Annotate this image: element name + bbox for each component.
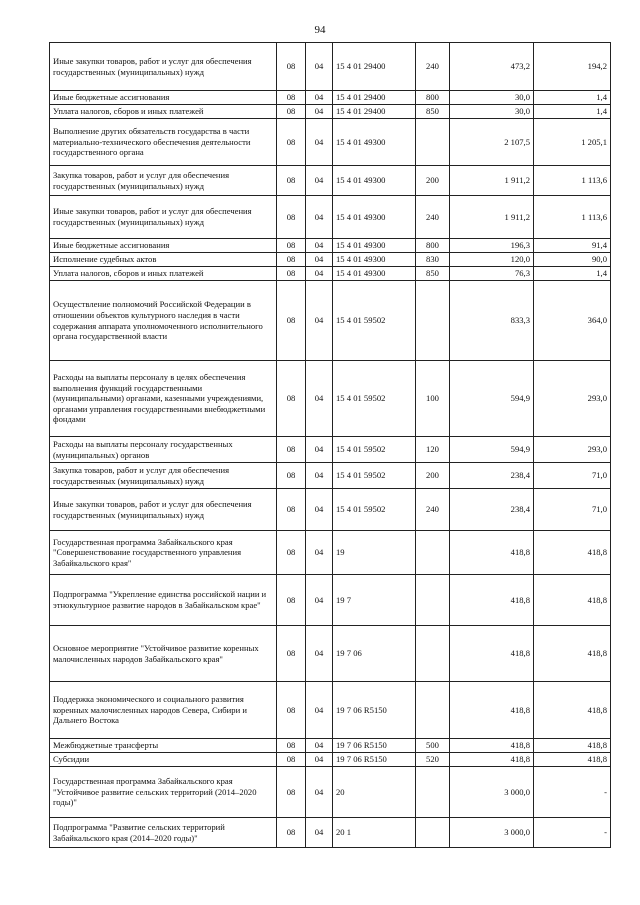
expense-name-cell: Уплата налогов, сборов и иных платежей [50, 267, 277, 281]
expense-type-cell [416, 626, 450, 682]
section-code-cell: 08 [277, 767, 306, 818]
amount-plan-cell: 418,8 [450, 575, 534, 626]
section-code-cell: 08 [277, 253, 306, 267]
expense-type-cell: 240 [416, 196, 450, 239]
section-code-cell: 08 [277, 281, 306, 361]
expense-type-cell: 100 [416, 361, 450, 437]
amount-plan-cell: 238,4 [450, 489, 534, 531]
amount-actual-cell: 418,8 [534, 739, 611, 753]
expense-type-cell: 120 [416, 437, 450, 463]
expense-name-cell: Исполнение судебных актов [50, 253, 277, 267]
subsection-code-cell: 04 [306, 437, 333, 463]
expense-name-cell: Закупка товаров, работ и услуг для обеспечения государственных (муниципальных) нужд [50, 166, 277, 196]
amount-actual-cell: 71,0 [534, 463, 611, 489]
table-row [50, 361, 611, 437]
amount-actual-cell: 293,0 [534, 361, 611, 437]
subsection-code-cell: 04 [306, 739, 333, 753]
expense-type-cell: 850 [416, 267, 450, 281]
target-article-cell: 15 4 01 49300 [333, 166, 416, 196]
table-row [50, 43, 611, 91]
table-row [50, 531, 611, 575]
section-code-cell: 08 [277, 196, 306, 239]
amount-actual-cell: 364,0 [534, 281, 611, 361]
subsection-code-cell: 04 [306, 767, 333, 818]
target-article-cell: 15 4 01 59502 [333, 281, 416, 361]
target-article-cell: 19 7 06 R5150 [333, 753, 416, 767]
expense-name-cell: Основное мероприятие "Устойчивое развитие коренных малочисленных народов Забайкальского края" [50, 626, 277, 682]
amount-plan-cell: 594,9 [450, 361, 534, 437]
table-row [50, 91, 611, 105]
subsection-code-cell: 04 [306, 196, 333, 239]
table-row [50, 818, 611, 848]
target-article-cell: 19 7 06 [333, 626, 416, 682]
section-code-cell: 08 [277, 119, 306, 166]
subsection-code-cell: 04 [306, 166, 333, 196]
expense-name-cell: Подпрограмма "Развитие сельских территорий Забайкальского края (2014–2020 годы)" [50, 818, 277, 848]
table-row [50, 281, 611, 361]
table-row [50, 682, 611, 739]
expense-type-cell: 200 [416, 166, 450, 196]
amount-plan-cell: 418,8 [450, 531, 534, 575]
table-row [50, 119, 611, 166]
subsection-code-cell: 04 [306, 753, 333, 767]
expense-type-cell: 240 [416, 489, 450, 531]
target-article-cell: 15 4 01 29400 [333, 105, 416, 119]
amount-plan-cell: 1 911,2 [450, 196, 534, 239]
amount-actual-cell: 418,8 [534, 626, 611, 682]
target-article-cell: 15 4 01 59502 [333, 361, 416, 437]
amount-plan-cell: 418,8 [450, 753, 534, 767]
expense-name-cell: Осуществление полномочий Российской Федерации в отношении объектов культурного наследия в части содержания аппарата уполномоченного исполнительного органа государственной власти [50, 281, 277, 361]
expense-type-cell [416, 575, 450, 626]
target-article-cell: 15 4 01 59502 [333, 463, 416, 489]
target-article-cell: 19 7 06 R5150 [333, 739, 416, 753]
target-article-cell: 15 4 01 29400 [333, 91, 416, 105]
amount-actual-cell: 91,4 [534, 239, 611, 253]
target-article-cell: 15 4 01 59502 [333, 489, 416, 531]
section-code-cell: 08 [277, 753, 306, 767]
expense-type-cell: 500 [416, 739, 450, 753]
subsection-code-cell: 04 [306, 91, 333, 105]
subsection-code-cell: 04 [306, 253, 333, 267]
table-row [50, 767, 611, 818]
expense-type-cell: 830 [416, 253, 450, 267]
section-code-cell: 08 [277, 626, 306, 682]
subsection-code-cell: 04 [306, 626, 333, 682]
subsection-code-cell: 04 [306, 43, 333, 91]
subsection-code-cell: 04 [306, 531, 333, 575]
table-row [50, 463, 611, 489]
amount-actual-cell: 71,0 [534, 489, 611, 531]
target-article-cell: 20 1 [333, 818, 416, 848]
amount-actual-cell: 1 113,6 [534, 196, 611, 239]
expense-name-cell: Уплата налогов, сборов и иных платежей [50, 105, 277, 119]
expense-type-cell [416, 818, 450, 848]
expense-type-cell: 240 [416, 43, 450, 91]
amount-actual-cell: 90,0 [534, 253, 611, 267]
expense-type-cell: 800 [416, 91, 450, 105]
expense-name-cell: Расходы на выплаты персоналу государственных (муниципальных) органов [50, 437, 277, 463]
expense-type-cell: 850 [416, 105, 450, 119]
subsection-code-cell: 04 [306, 105, 333, 119]
expense-name-cell: Закупка товаров, работ и услуг для обеспечения государственных (муниципальных) нужд [50, 463, 277, 489]
subsection-code-cell: 04 [306, 267, 333, 281]
subsection-code-cell: 04 [306, 239, 333, 253]
amount-plan-cell: 473,2 [450, 43, 534, 91]
table-row [50, 196, 611, 239]
amount-plan-cell: 76,3 [450, 267, 534, 281]
page-number: 94 [314, 24, 326, 36]
table-row [50, 626, 611, 682]
amount-plan-cell: 594,9 [450, 437, 534, 463]
section-code-cell: 08 [277, 239, 306, 253]
amount-actual-cell: 1 113,6 [534, 166, 611, 196]
expense-name-cell: Подпрограмма "Укрепление единства российской нации и этнокультурное развитие народов в Забайкальском крае" [50, 575, 277, 626]
expense-name-cell: Государственная программа Забайкальского края "Совершенствование государственного управления Забайкальского края" [50, 531, 277, 575]
section-code-cell: 08 [277, 105, 306, 119]
target-article-cell: 15 4 01 49300 [333, 239, 416, 253]
section-code-cell: 08 [277, 682, 306, 739]
target-article-cell: 15 4 01 49300 [333, 253, 416, 267]
section-code-cell: 08 [277, 739, 306, 753]
amount-plan-cell: 3 000,0 [450, 767, 534, 818]
expense-type-cell: 200 [416, 463, 450, 489]
target-article-cell: 15 4 01 49300 [333, 196, 416, 239]
subsection-code-cell: 04 [306, 489, 333, 531]
expense-name-cell: Государственная программа Забайкальского края "Устойчивое развитие сельских территорий (2014–2020 годы)" [50, 767, 277, 818]
subsection-code-cell: 04 [306, 281, 333, 361]
amount-plan-cell: 418,8 [450, 739, 534, 753]
section-code-cell: 08 [277, 267, 306, 281]
target-article-cell: 15 4 01 49300 [333, 119, 416, 166]
subsection-code-cell: 04 [306, 119, 333, 166]
amount-plan-cell: 418,8 [450, 682, 534, 739]
target-article-cell: 20 [333, 767, 416, 818]
amount-actual-cell: 418,8 [534, 531, 611, 575]
amount-plan-cell: 30,0 [450, 91, 534, 105]
expense-type-cell [416, 119, 450, 166]
subsection-code-cell: 04 [306, 463, 333, 489]
amount-actual-cell: 418,8 [534, 682, 611, 739]
table-row [50, 489, 611, 531]
expense-name-cell: Иные закупки товаров, работ и услуг для обеспечения государственных (муниципальных) нужд [50, 489, 277, 531]
amount-actual-cell: 418,8 [534, 575, 611, 626]
subsection-code-cell: 04 [306, 818, 333, 848]
amount-actual-cell: 194,2 [534, 43, 611, 91]
expense-name-cell: Иные закупки товаров, работ и услуг для обеспечения государственных (муниципальных) нужд [50, 43, 277, 91]
target-article-cell: 15 4 01 29400 [333, 43, 416, 91]
expense-name-cell: Иные бюджетные ассигнования [50, 91, 277, 105]
table-row [50, 753, 611, 767]
amount-plan-cell: 238,4 [450, 463, 534, 489]
amount-actual-cell: 1,4 [534, 91, 611, 105]
expense-name-cell: Субсидии [50, 753, 277, 767]
section-code-cell: 08 [277, 43, 306, 91]
amount-plan-cell: 418,8 [450, 626, 534, 682]
budget-table [49, 42, 611, 848]
amount-actual-cell: 1,4 [534, 267, 611, 281]
amount-plan-cell: 30,0 [450, 105, 534, 119]
amount-plan-cell: 833,3 [450, 281, 534, 361]
table-row [50, 253, 611, 267]
target-article-cell: 19 7 [333, 575, 416, 626]
section-code-cell: 08 [277, 818, 306, 848]
target-article-cell: 15 4 01 49300 [333, 267, 416, 281]
target-article-cell: 19 7 06 R5150 [333, 682, 416, 739]
expense-name-cell: Выполнение других обязательств государства в части материально-технического обеспечения деятельности государственного органа [50, 119, 277, 166]
amount-plan-cell: 120,0 [450, 253, 534, 267]
amount-actual-cell: 418,8 [534, 753, 611, 767]
amount-plan-cell: 2 107,5 [450, 119, 534, 166]
amount-actual-cell: 293,0 [534, 437, 611, 463]
target-article-cell: 19 [333, 531, 416, 575]
budget-table-body [50, 43, 611, 848]
expense-name-cell: Иные закупки товаров, работ и услуг для обеспечения государственных (муниципальных) нужд [50, 196, 277, 239]
section-code-cell: 08 [277, 531, 306, 575]
table-row [50, 739, 611, 753]
subsection-code-cell: 04 [306, 575, 333, 626]
expense-type-cell [416, 682, 450, 739]
amount-plan-cell: 1 911,2 [450, 166, 534, 196]
table-row [50, 575, 611, 626]
expense-type-cell [416, 767, 450, 818]
amount-plan-cell: 3 000,0 [450, 818, 534, 848]
table-row [50, 239, 611, 253]
expense-type-cell [416, 531, 450, 575]
expense-type-cell: 800 [416, 239, 450, 253]
subsection-code-cell: 04 [306, 361, 333, 437]
amount-actual-cell: - [534, 767, 611, 818]
section-code-cell: 08 [277, 463, 306, 489]
target-article-cell: 15 4 01 59502 [333, 437, 416, 463]
section-code-cell: 08 [277, 361, 306, 437]
section-code-cell: 08 [277, 437, 306, 463]
expense-name-cell: Расходы на выплаты персоналу в целях обеспечения выполнения функций государственными (муниципальными) органами, казенными учреждениями, органами управления государственными внебюджетными фондами [50, 361, 277, 437]
expense-name-cell: Межбюджетные трансферты [50, 739, 277, 753]
section-code-cell: 08 [277, 166, 306, 196]
table-row [50, 166, 611, 196]
table-row [50, 105, 611, 119]
expense-name-cell: Поддержка экономического и социального развития коренных малочисленных народов Севера, Сибири и Дальнего Востока [50, 682, 277, 739]
expense-type-cell: 520 [416, 753, 450, 767]
subsection-code-cell: 04 [306, 682, 333, 739]
amount-actual-cell: 1,4 [534, 105, 611, 119]
section-code-cell: 08 [277, 575, 306, 626]
section-code-cell: 08 [277, 489, 306, 531]
table-row [50, 267, 611, 281]
expense-type-cell [416, 281, 450, 361]
amount-actual-cell: - [534, 818, 611, 848]
table-row [50, 437, 611, 463]
expense-name-cell: Иные бюджетные ассигнования [50, 239, 277, 253]
amount-plan-cell: 196,3 [450, 239, 534, 253]
section-code-cell: 08 [277, 91, 306, 105]
amount-actual-cell: 1 205,1 [534, 119, 611, 166]
